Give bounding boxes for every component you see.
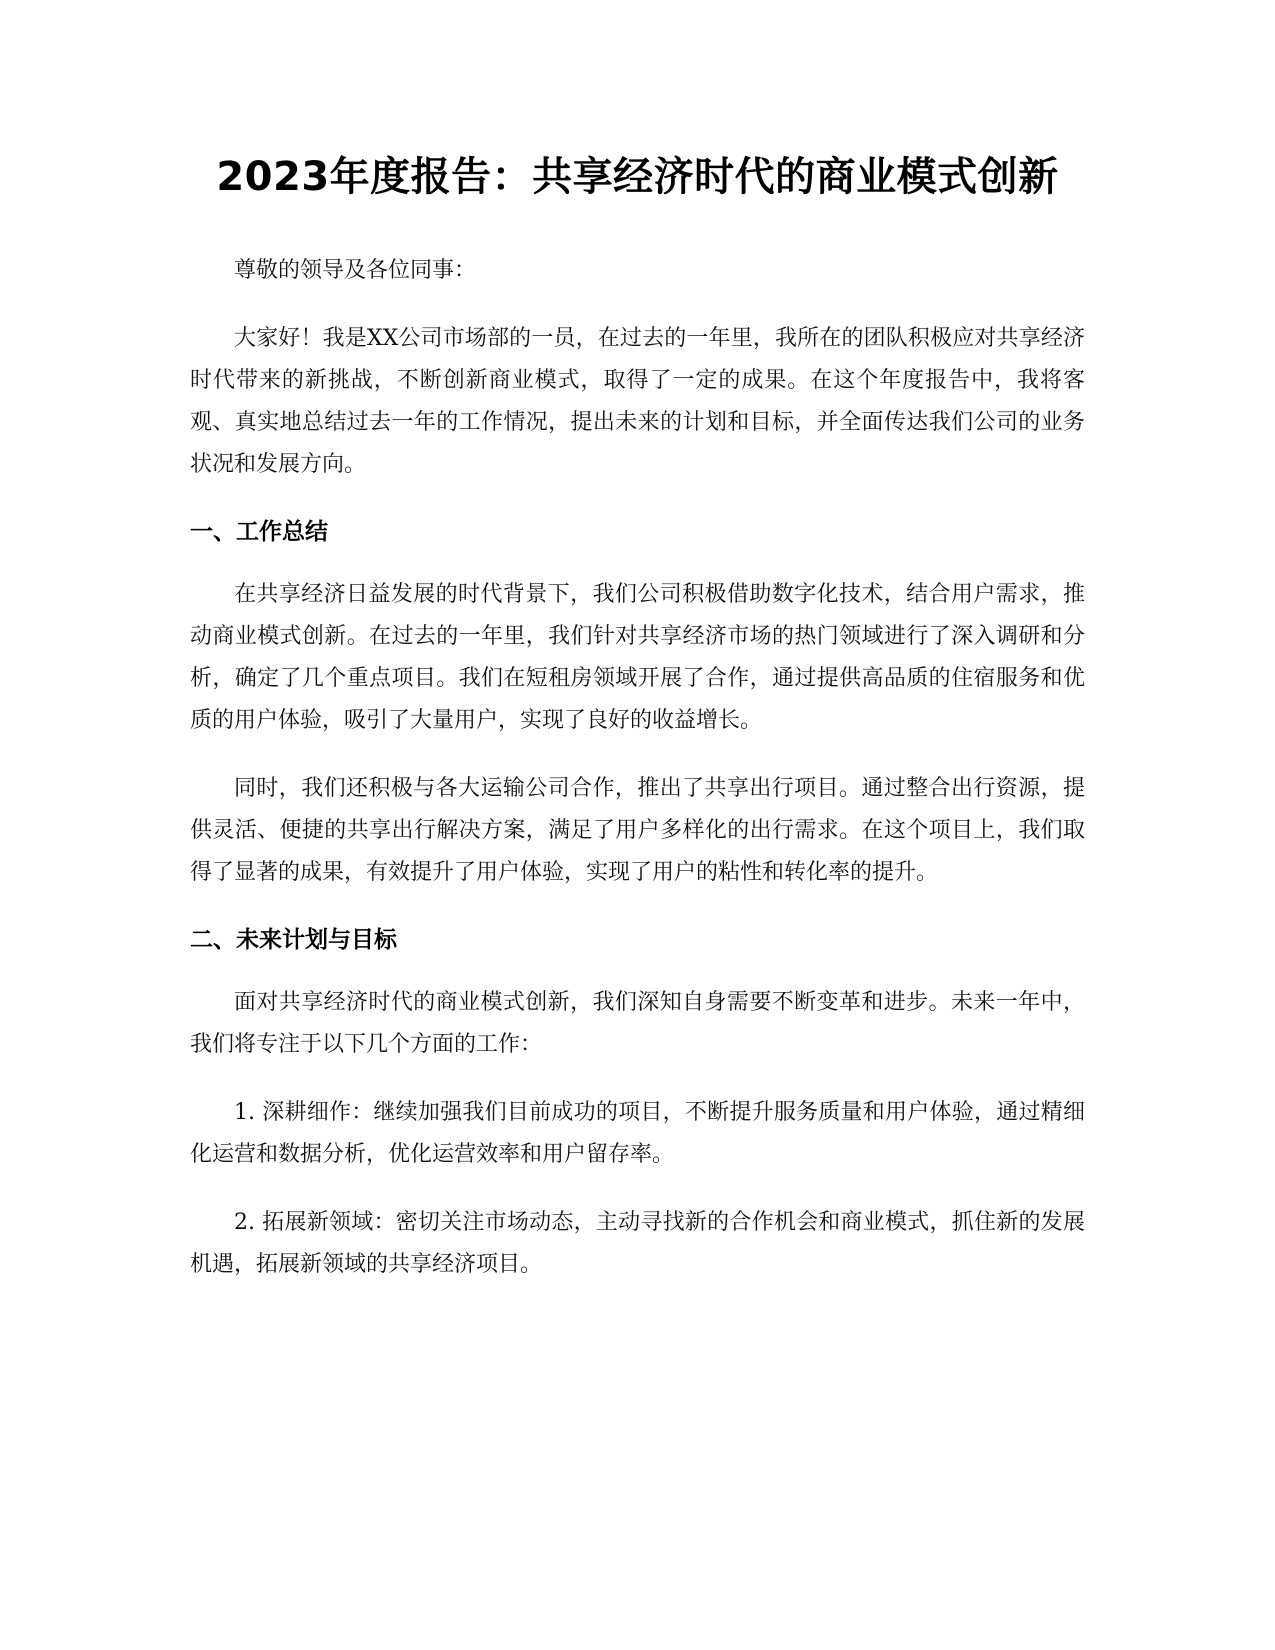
- future-plans-item-2: 2. 拓展新领域：密切关注市场动态，主动寻找新的合作机会和商业模式，抓住新的发展机遇，拓展新领域的共享经济项目。: [190, 1210, 1085, 1277]
- salutation: 尊敬的领导及各位同事：: [234, 258, 477, 283]
- work-summary-paragraph-1: 在共享经济日益发展的时代背景下，我们公司积极借助数字化技术，结合用户需求，推动商业模式创新。在过去的一年里，我们针对共享经济市场的热门领域进行了深入调研和分析，确定了几个重点项目。我们在短租房领域开展了合作，通过提供高品质的住宿服务和优质的用户体验，吸引了大量用户，实现了良好的收益增长。: [190, 582, 1085, 733]
- document-title: 2023年度报告：共享经济时代的商业模式创新: [216, 154, 1059, 200]
- section-heading-future-plans: 二、未来计划与目标: [190, 927, 397, 953]
- section-heading-work-summary: 一、工作总结: [190, 519, 328, 545]
- intro-paragraph: 大家好！我是XX公司市场部的一员，在过去的一年里，我所在的团队积极应对共享经济时代带来的新挑战，不断创新商业模式，取得了一定的成果。在这个年度报告中，我将客观、真实地总结过去一年的工作情况，提出未来的计划和目标，并全面传达我们公司的业务状况和发展方向。: [190, 326, 1085, 477]
- future-plans-item-1: 1. 深耕细作：继续加强我们目前成功的项目，不断提升服务质量和用户体验，通过精细化运营和数据分析，优化运营效率和用户留存率。: [190, 1100, 1085, 1167]
- work-summary-paragraph-2: 同时，我们还积极与各大运输公司合作，推出了共享出行项目。通过整合出行资源，提供灵活、便捷的共享出行解决方案，满足了用户多样化的出行需求。在这个项目上，我们取得了显著的成果，有效提升了用户体验，实现了用户的粘性和转化率的提升。: [190, 776, 1085, 885]
- future-plans-paragraph-1: 面对共享经济时代的商业模式创新，我们深知自身需要不断变革和进步。未来一年中，我们将专注于以下几个方面的工作：: [190, 990, 1085, 1057]
